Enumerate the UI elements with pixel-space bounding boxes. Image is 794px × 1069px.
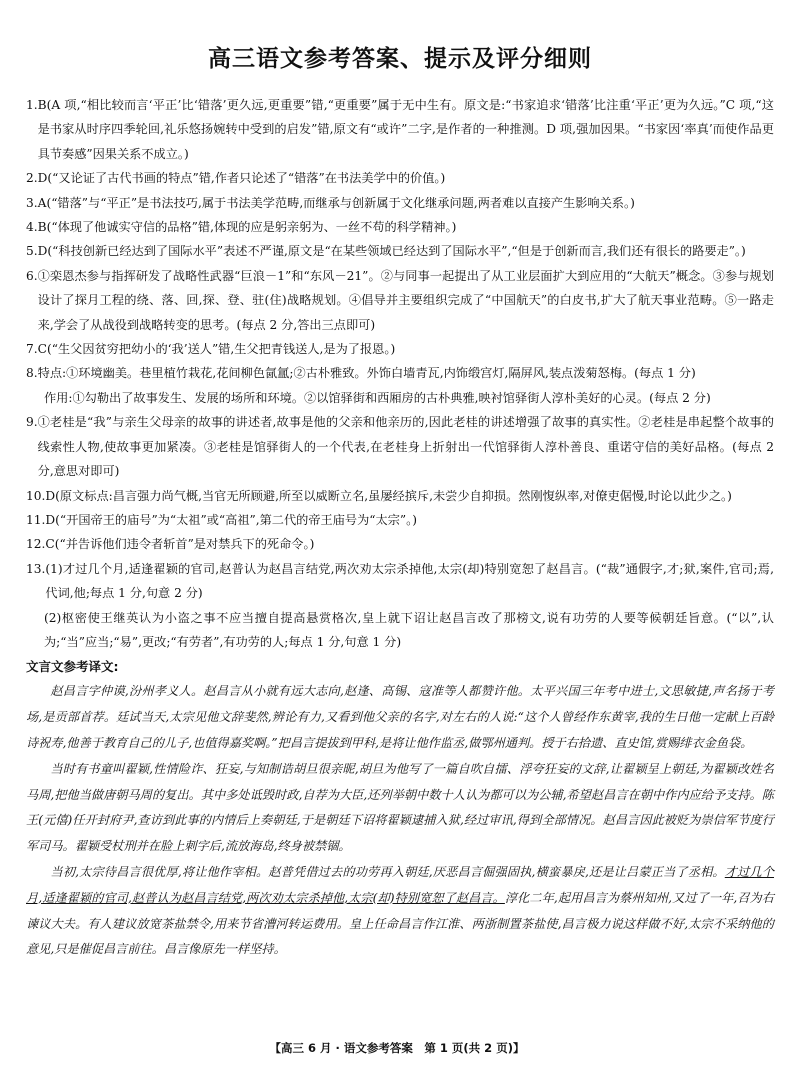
page-title: 高三语文参考答案、提示及评分细则 [208,46,592,72]
answer-number: 8. [26,366,38,381]
answer-text: B(A 项,“相比较而言‘平正’比‘错落’更久远,更重要”错,“更重要”属于无中生有。原文是:“书家追求‘错落’比注重‘平正’更为久远。”C 项,“这是书家从时序四季轮回,礼乐悠扬婉转中受到的启发”错,原文有“或许”二字,是作者的一种推测。D 项,强加因果。“书家因‘率真’而使作品更具节奏感”因果关系不成立。) [37,98,774,161]
answer-item-continued [26,386,774,410]
answer-item [26,508,774,532]
answer-item [26,166,774,190]
answer-number: 9. [26,415,38,430]
answer-text: 特点:①环境幽美。巷里植竹栽花,花间柳色氤氲;②古朴雅致。外饰白墙青瓦,内饰缎宫灯,隔屏风,装点泼菊怒梅。(每点 1 分) [37,366,696,381]
answer-number: 4. [26,220,38,235]
answer-text: C(“生父因贫穷把幼小的‘我’送人”错,生父把青钱送人,是为了报恩。) [37,342,396,357]
answer-item [26,484,774,508]
answer-text: D(“开国帝王的庙号”为“太祖”或“高祖”,第二代的帝王庙号为“太宗”。) [45,512,417,527]
answer-number: 5. [26,244,38,259]
answer-text: A(“错落”与“平正”是书法技巧,属于书法美学范畴,而继承与创新属于文化继承问题,两者难以直接产生影响关系。) [37,195,635,210]
answer-item [26,557,774,606]
answer-number: 10. [26,488,46,503]
translation-heading: 文言文参考译文: [26,659,119,675]
answer-text: (1)才过几个月,适逢翟颖的官司,赵普认为赵昌言结党,两次劝太宗杀掉他,太宗(却)特别宽恕了赵昌言。(“裁”通假字,才;狱,案件,官司;焉,代词,他;每点 1 分,句意 2 分) [45,561,774,601]
answer-item [26,337,774,361]
translation-text: 淳化二年,起用昌言为蔡州知州,又过了一年,召为右谏议大夫。有人建议放宽茶盐禁令,用来节省漕河转运费用。皇上任命昌言作江淮、两浙制置茶盐使,昌言极力说这样做不好,太宗不采纳他的意见,只是催促昌言前往。昌言像原先一样坚持。 [26,890,774,957]
underlined-translation: 才过几个月,适逢翟颖的官司,赵普认为赵昌言结党,两次劝太宗杀掉他,太宗(却)特别宽恕了赵昌言。 [26,864,775,905]
answer-text: D(“科技创新已经达到了国际水平”表述不严谨,原文是“在某些领域已经达到了国际水平”,“但是于创新而言,我们还有很长的路要走”。) [37,244,746,259]
answer-number: 3. [26,195,38,210]
answer-number: 1. [26,98,38,112]
answer-number: 11. [26,512,46,527]
answer-item [26,191,774,215]
answer-number: 6. [26,268,38,283]
answer-text: B(“体现了他诚实守信的品格”错,体现的应是躬亲躬为、一丝不苟的科学精神。) [37,220,457,235]
answer-item [26,239,774,263]
answer-number: 13. [26,561,46,576]
answer-item [26,215,774,239]
page-footer: 【高三 6 月 · 语文参考答案 第 1 页(共 2 页)】 [269,1041,525,1055]
answer-item [26,361,774,385]
answer-text: D(原文标点:昌言强力尚气概,当官无所顾避,所至以威断立名,虽屡经摈斥,未尝少自抑损。然刚愎纵率,对僚吏倨慢,时论以此少之。) [45,488,732,503]
answer-number: 7. [26,342,38,357]
answer-item [26,410,774,483]
answer-text: (2)枢密使王继英认为小盗之事不应当擅自提高悬赏格次,皇上就下诏让赵昌言改了那榜文,说有功劳的人要等候朝廷旨意。(“以”,认为;“当”应当;“易”,更改;“有劳者”,有功劳的人;每点 1 分,句意 1 分) [44,610,774,649]
answer-text: D(“又论证了古代书画的特点”错,作者只论述了“错落”在书法美学中的价值。) [37,171,446,186]
answer-item [26,93,774,166]
answer-item [26,532,774,556]
translation-paragraph: 当时有书童叫翟颖,性情险诈、狂妄,与知制诰胡旦很亲昵,胡旦为他写了一篇自吹自擂、浮夸狂妄的文辞,让翟颖呈上朝廷,为翟颖改姓名马周,把他当做唐朝马周的复出。其中多处诋毁时政,自荐为大臣,还列举朝中数十人认为都可以为公辅,希望赵昌言在朝中作内应给予支持。陈王(元僖)任开封府尹,查访到此事的内情后上奏朝廷,于是朝廷下诏将翟颖逮捕入狱,经过审讯,得到全部情况。赵昌言因此被贬为崇信军节度行军司马。翟颖受杖刑并在脸上刺字后,流放海岛,终身被禁锢。 [26,761,774,854]
answer-text: C(“并告诉他们违令者斩首”是对禁兵下的死命令。) [45,537,315,552]
answer-text: 作用:①勾勒出了故事发生、发展的场所和环境。②以馆驿街和西厢房的古朴典雅,映衬馆驿街人淳朴美好的心灵。(每点 2 分) [44,390,711,405]
answer-text: ①栾恩杰参与指挥研发了战略性武器“巨浪－1”和“东风－21”。②与同事一起提出了从工业层面扩大到应用的“大航天”概念。③参与规划设计了探月工程的绕、落、回,探、登、驻(住)战略规划。④倡导并主要组织完成了“中国航天”的白皮书,扩大了航天事业范畴。⑤一路走来,学会了从战役到战略转变的思考。(每点 2 分,答出三点即可) [37,268,774,332]
answer-list [26,93,774,654]
answer-item [26,264,774,337]
answer-number: 2. [26,171,38,186]
translation-paragraph [26,860,774,963]
translation-paragraph: 赵昌言字仲谟,汾州孝义人。赵昌言从小就有远大志向,赵逢、高锡、寇准等人都赞许他。太平兴国三年考中进士,文思敏捷,声名扬于考场,是贡部首荐。廷试当天,太宗见他文辞斐然,辨论有力,又看到他父亲的名字,对左右的人说:“这个人曾经作东黄宰,我的生日他一定献上百龄诗祝寿,他善于教育自己的儿子,也值得嘉奖啊。”把昌言提拔到甲科,是将让他作监丞,做鄂州通判。授于右拾遗、直史馆,赏赐绯衣金鱼袋。 [26,684,774,750]
translation-text: 当初,太宗待昌言很优厚,将让他作宰相。赵普凭借过去的功劳再入朝廷,厌恶昌言倔强固执,横蛮暴戾,还是让吕蒙正当了丞相。 [50,864,725,879]
translation-body [26,679,774,963]
answer-item-continued [26,606,774,655]
answer-text: ①老桂是“我”与亲生父母亲的故事的讲述者,故事是他的父亲和他亲历的,因此老桂的讲述增强了故事的真实性。②老桂是串起整个故事的线索性人物,使故事更加紧凑。③老桂是馆驿街人的一个代表,在老桂身上折射出一代馆驿街人淳朴善良、重诺守信的美好品格。(每点 2 分,意思对即可) [37,415,774,479]
answer-number: 12. [26,537,46,552]
